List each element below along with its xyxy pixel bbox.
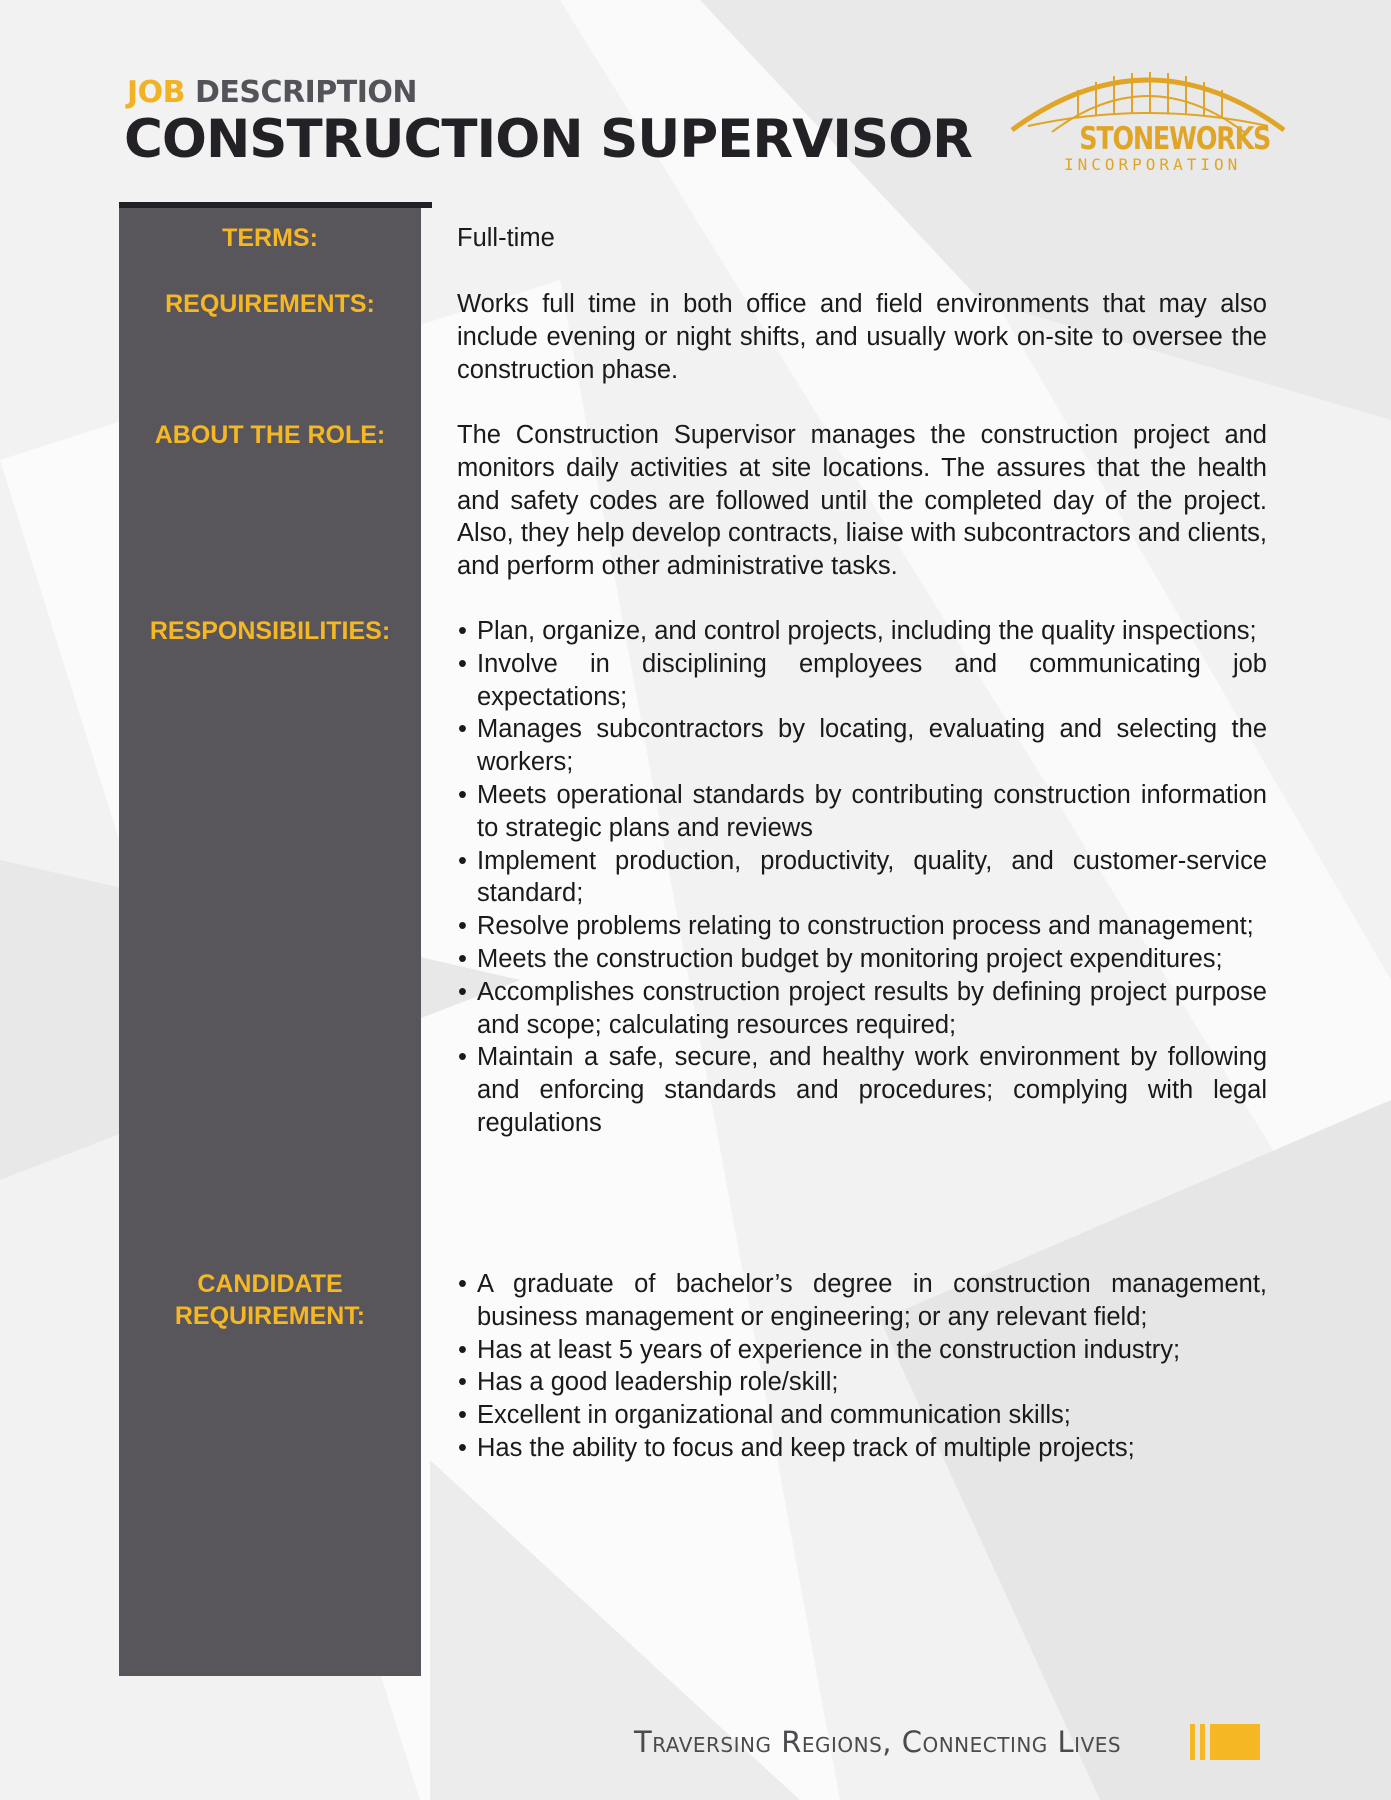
label-responsibilities: RESPONSIBILITIES:	[149, 617, 391, 645]
kicker-rest: DESCRIPTION	[194, 75, 417, 110]
about-role-text: The Construction Supervisor manages the construction project and monitors daily activities at site locations. The assures that the health and safety codes are followed until the completed day of the project. Also, they help develop contracts, liaise with subcontractors and clients, and perform other administrative tasks.	[457, 421, 1267, 581]
label-candidate-line2: REQUIREMENT:	[174, 1302, 366, 1330]
list-item: • Meets the construction budget by monitoring project expenditures;	[457, 943, 1267, 976]
page-title: CONSTRUCTION SUPERVISOR	[124, 109, 972, 170]
list-item: • Has the ability to focus and keep track of multiple projects;	[457, 1432, 1267, 1465]
list-item: • A graduate of bachelor’s degree in construction management, business management or engineering; or any relevant field;	[457, 1268, 1267, 1334]
list-item: • Has a good leadership role/skill;	[457, 1366, 1267, 1399]
label-about-the-role: ABOUT THE ROLE:	[154, 421, 386, 449]
footer-tagline: Traversing Regions, Connecting Lives	[634, 1725, 1122, 1759]
list-item: • Accomplishes construction project results by defining project purpose and scope; calculating resources required;	[457, 976, 1267, 1042]
label-requirements: REQUIREMENTS:	[165, 290, 375, 318]
list-item: • Meets operational standards by contributing construction information to strategic plans and reviews	[457, 779, 1267, 845]
list-item: • Has at least 5 years of experience in the construction industry;	[457, 1334, 1267, 1367]
list-item: • Plan, organize, and control projects, including the quality inspections;	[457, 615, 1267, 648]
list-item: • Resolve problems relating to construction process and management;	[457, 910, 1267, 943]
header-kicker	[127, 75, 417, 110]
responsibilities-list	[457, 615, 1267, 1140]
logo-subtitle: INCORPORATION	[1064, 155, 1242, 174]
list-item: • Manages subcontractors by locating, evaluating and selecting the workers;	[457, 713, 1267, 779]
list-item: • Excellent in organizational and communication skills;	[457, 1399, 1267, 1432]
label-candidate-line1: CANDIDATE	[197, 1270, 343, 1298]
kicker-accent: JOB	[127, 75, 186, 110]
terms-text: Full-time	[457, 224, 555, 252]
logo-name: STONEWORKS	[1079, 121, 1271, 157]
label-terms: TERMS:	[222, 224, 318, 252]
requirements-text: Works full time in both office and field environments that may also include evening or night shifts, and usually work on-site to oversee the construction phase.	[457, 290, 1267, 384]
company-logo	[1008, 60, 1288, 180]
list-item: • Involve in disciplining employees and communicating job expectations;	[457, 648, 1267, 714]
candidate-requirements-list	[457, 1268, 1267, 1465]
label-candidate-requirement	[119, 1268, 421, 1332]
list-item: • Implement production, productivity, quality, and customer-service standard;	[457, 845, 1267, 911]
list-item: • Maintain a safe, secure, and healthy work environment by following and enforcing standards and procedures; complying with legal regulations	[457, 1041, 1267, 1139]
